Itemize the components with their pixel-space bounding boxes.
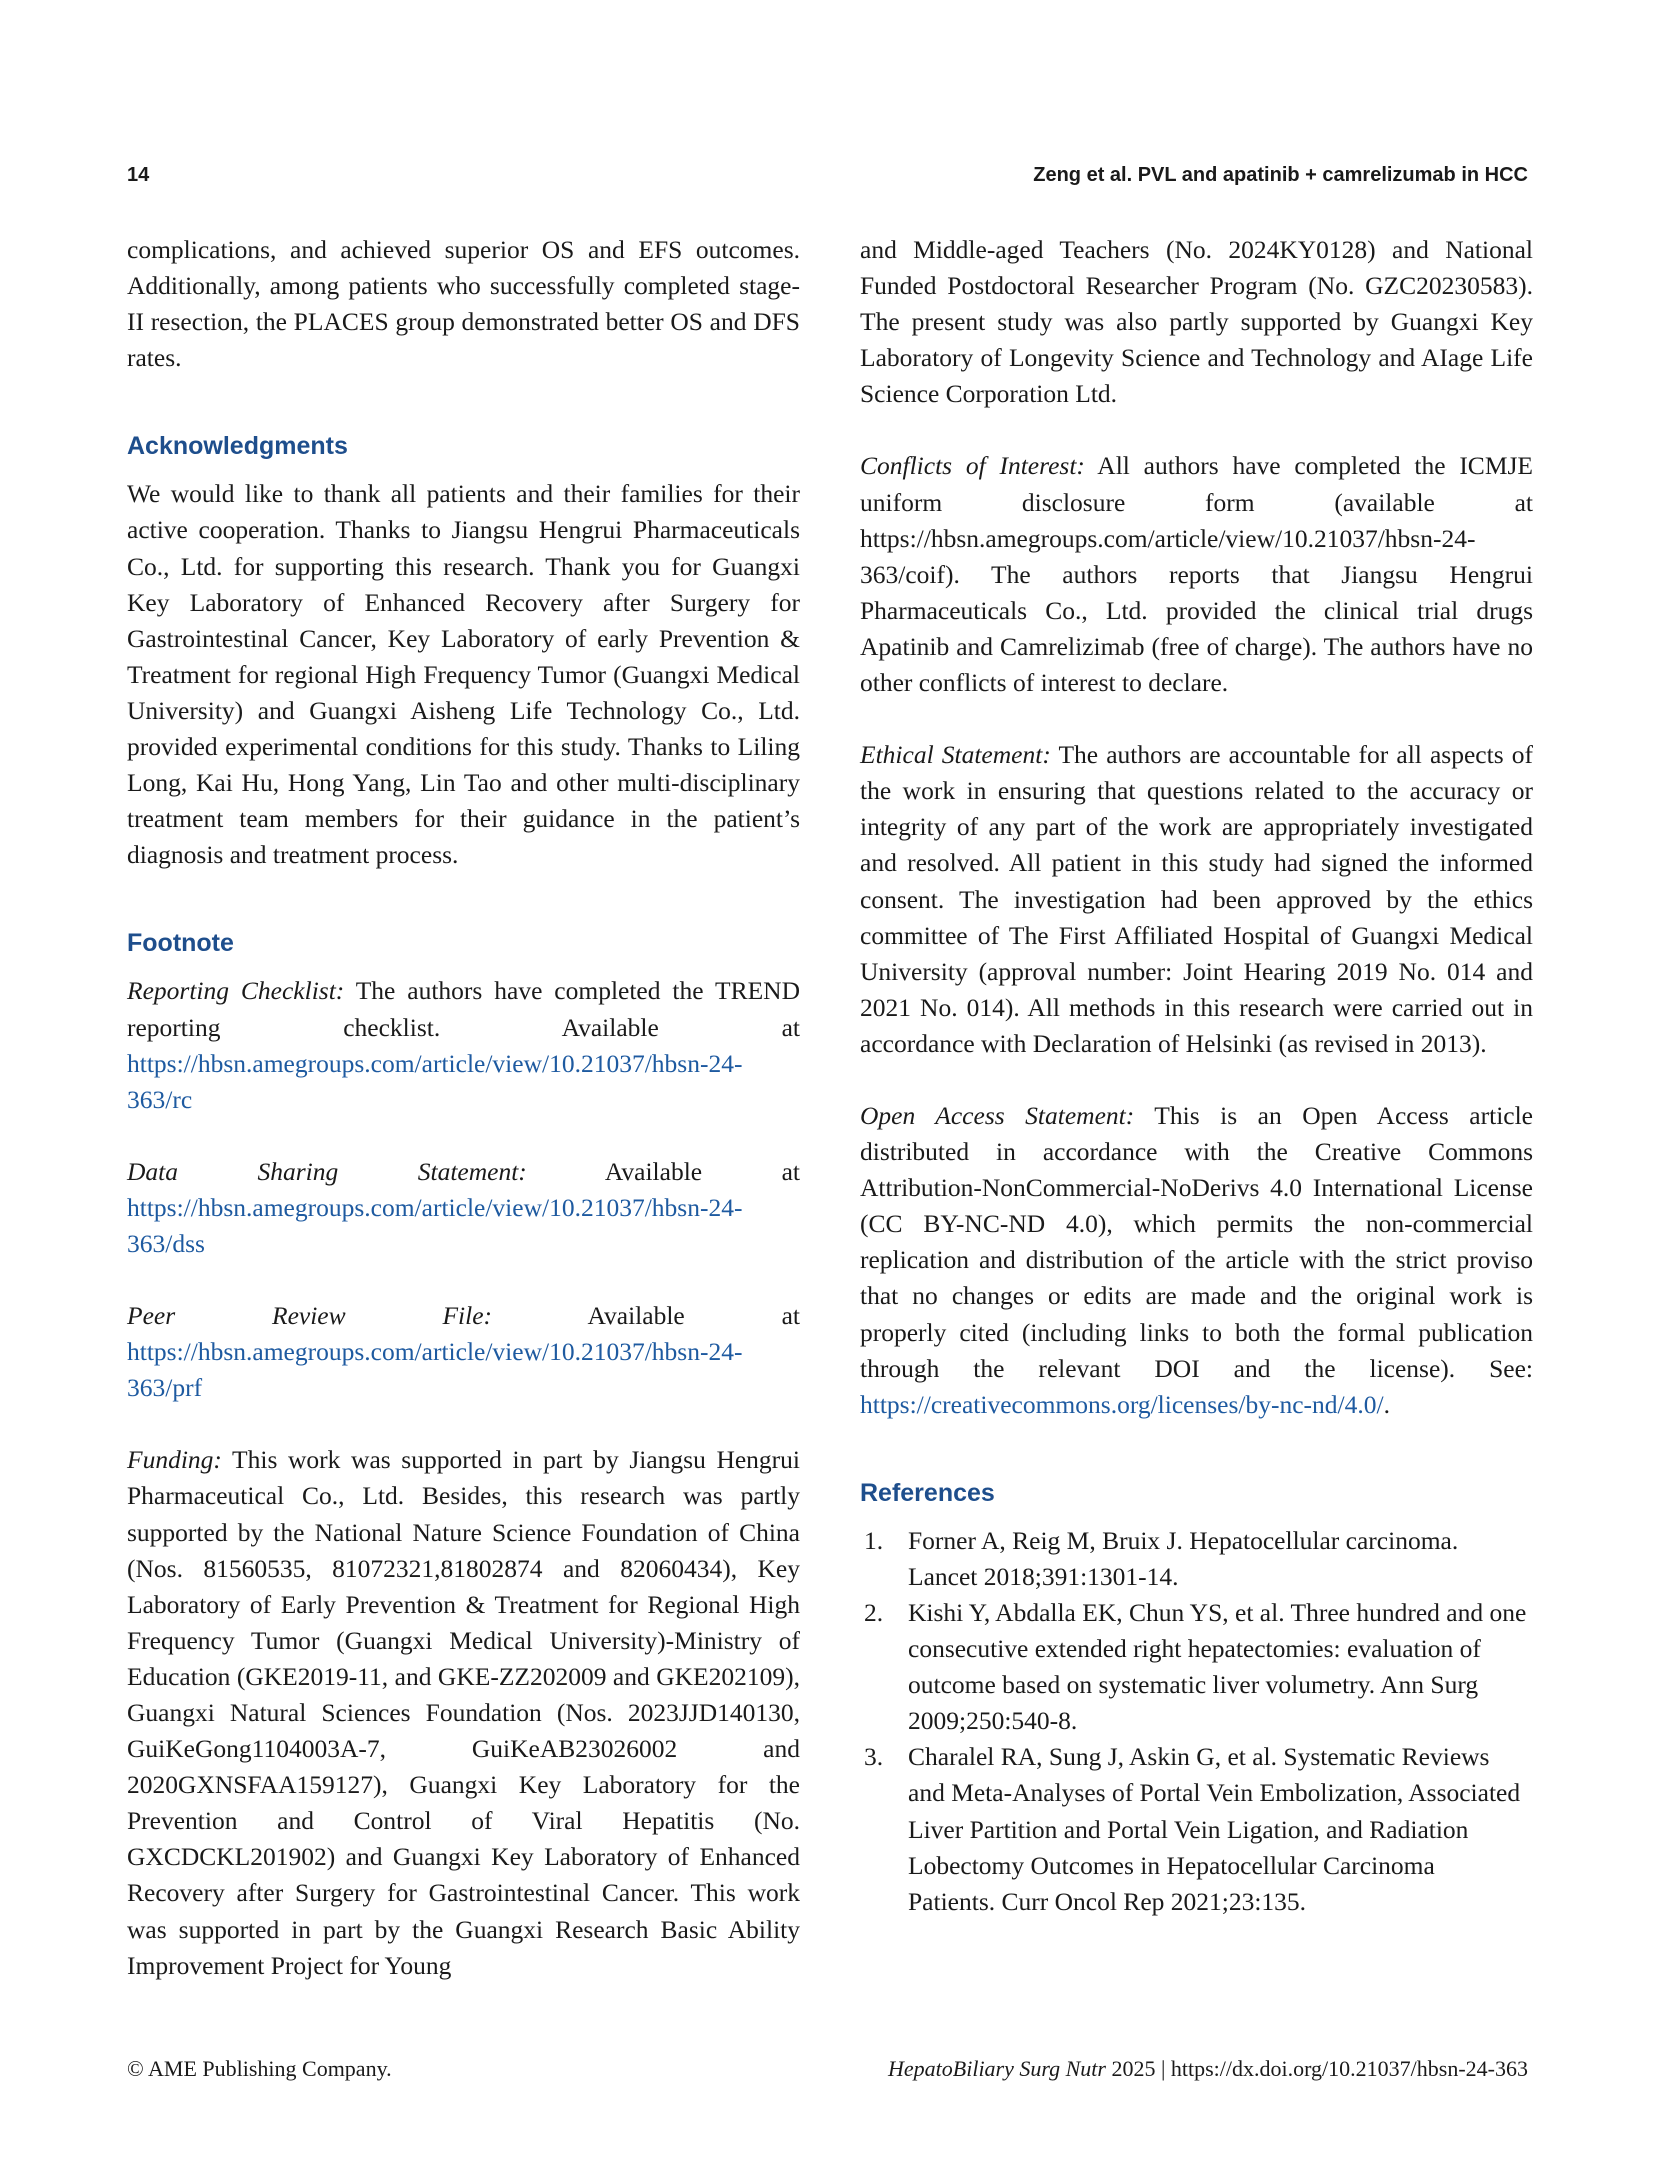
reference-text: Forner A, Reig M, Bruix J. Hepatocellular carcinoma. Lancet 2018;391:1301-14. [908, 1525, 1459, 1591]
reference-number: 3. [864, 1742, 884, 1772]
reference-number: 2. [864, 1598, 884, 1627]
peer-review-link[interactable]: https://hbsn.amegroups.com/article/view/10.21037/hbsn-24-363/prf [127, 1337, 743, 1403]
citation-doi: 2025 | https://dx.doi.org/10.21037/hbsn-24-363 [1105, 2056, 1528, 2081]
footnote-heading: Footnote [127, 929, 234, 958]
conflicts-of-interest [860, 448, 1533, 701]
ethical-text: The authors are accountable for all aspects of the work in ensuring that questions related to the accuracy or integrity of any part of the work are appropriately investigated and resolved. All patient in this study had signed the informed consent. The investigation had been approved by the ethics committee of The First Affiliated Hospital of Guangxi Medical University (approval number: Joint Hearing 2019 No. 014 and 2021 No. 014). All methods in this research were carried out in accordance with Declaration of Helsinki (as revised in 2013). [860, 740, 1533, 1058]
peer-review-label: Peer Review File: [127, 1301, 493, 1331]
open-access-statement [860, 1098, 1533, 1423]
reporting-checklist-label: Reporting Checklist: [127, 976, 345, 1006]
references-heading: References [860, 1478, 995, 1507]
journal-name: HepatoBiliary Surg Nutr [888, 2056, 1106, 2081]
funding-statement [127, 1442, 800, 1983]
reporting-checklist-link[interactable]: https://hbsn.amegroups.com/article/view/10.21037/hbsn-24-363/rc [127, 1048, 743, 1114]
reference-item [860, 1595, 1533, 1739]
ethical-label: Ethical Statement: [860, 740, 1051, 770]
reference-number: 1. [864, 1525, 884, 1555]
funding-continued: and Middle-aged Teachers (No. 2024KY0128) and National Funded Postdoctoral Researcher Program (No. GZC20230583). The present study was also partly supported by Guangxi Key Laboratory of Longevity Science and Technology and AIage Life Science Corporation Ltd. [860, 235, 1533, 409]
acknowledgments-text: We would like to thank all patients and their families for their active cooperation. Thanks to Jiangsu Hengrui Pharmaceuticals Co., Ltd. for supporting this research. Thank you for Guangxi Key Laboratory of Enhanced Recovery after Surgery for Gastrointestinal Cancer, Key Laboratory of early Prevention & Treatment for regional High Frequency Tumor (Guangxi Medical University) and Guangxi Aisheng Life Technology Co., Ltd. provided experimental conditions for this study. Thanks to Liling Long, Kai Hu, Hong Yang, Lin Tao and other multi-disciplinary treatment team members for their guidance in the patient’s diagnosis and treatment process. [127, 479, 800, 870]
open-access-end: . [1383, 1389, 1390, 1419]
reference-text: Kishi Y, Abdalla EK, Chun YS, et al. Three hundred and one consecutive extended right hepatectomies: evaluation of outcome based on systematic liver volumetry. Ann Surg 2009;250:540-8. [908, 1598, 1527, 1736]
peer-review-text: Available at [492, 1301, 800, 1331]
reporting-checklist [127, 973, 800, 1117]
open-access-label: Open Access Statement: [860, 1100, 1135, 1130]
data-sharing-label: Data Sharing Statement: [127, 1156, 527, 1186]
running-title: Zeng et al. PVL and apatinib + camrelizumab in HCC [1033, 164, 1528, 186]
page-number: 14 [127, 164, 150, 186]
funding-label: Funding: [127, 1445, 222, 1475]
data-sharing-text: Available at [526, 1156, 801, 1186]
reference-text: Charalel RA, Sung J, Askin G, et al. Systematic Reviews and Meta-Analyses of Portal Vein Embolization, Associated Liver Partition and Portal Vein Ligation, and Radiation Lobectomy Outcomes in Hepatocellular Carcinoma Patients. Curr Oncol Rep 2021;23:135. [908, 1742, 1521, 1916]
left-column [127, 232, 800, 1984]
data-sharing-statement [127, 1154, 800, 1262]
reference-list [860, 1523, 1533, 1920]
intro-paragraph: complications, and achieved superior OS and EFS outcomes. Additionally, among patients who successfully completed stage-II resection, the PLACES group demonstrated better OS and DFS rates. [127, 235, 800, 373]
conflicts-label: Conflicts of Interest: [860, 451, 1085, 481]
reporting-checklist-text: The authors have completed the TREND reporting checklist. Available at [127, 976, 800, 1042]
ethical-statement [860, 737, 1533, 1062]
reference-item [860, 1523, 1533, 1595]
right-column [860, 232, 1533, 1920]
acknowledgments-heading: Acknowledgments [127, 432, 348, 461]
copyright: © AME Publishing Company. [127, 2056, 392, 2081]
page-header [127, 164, 1528, 194]
peer-review-file [127, 1298, 800, 1406]
journal-citation [888, 2056, 1528, 2082]
conflicts-text: All authors have completed the ICMJE uniform disclosure form (available at https://hbsn.amegroups.com/article/view/10.21037/hbsn-24-363/coif). The authors reports that Jiangsu Hengrui Pharmaceuticals Co., Ltd. provided the clinical trial drugs Apatinib and Camrelizimab (free of charge). The authors have no other conflicts of interest to declare. [860, 451, 1533, 698]
reference-item [860, 1739, 1533, 1919]
license-link[interactable]: https://creativecommons.org/licenses/by-nc-nd/4.0/ [860, 1389, 1384, 1419]
data-sharing-link[interactable]: https://hbsn.amegroups.com/article/view/10.21037/hbsn-24-363/dss [127, 1192, 743, 1258]
funding-text: This work was supported in part by Jiangsu Hengrui Pharmaceutical Co., Ltd. Besides, this research was partly supported by the National Nature Science Foundation of China (Nos. 81560535, 81072321,81802874 and 82060434), Key Laboratory of Early Prevention & Treatment for Regional High Frequency Tumor (Guangxi Medical University)-Ministry of Education (GKE2019-11, and GKE-ZZ202009 and GKE202109), Guangxi Natural Sciences Foundation (Nos. 2023JJD140130, GuiKeGong1104003A-7, GuiKeAB23026002 and 2020GXNSFAA159127), Guangxi Key Laboratory for the Prevention and Control of Viral Hepatitis (No. GXCDCKL201902) and Guangxi Key Laboratory of Enhanced Recovery after Surgery for Gastrointestinal Cancer. This work was supported in part by the Guangxi Research Basic Ability Improvement Project for Young [127, 1445, 800, 1980]
open-access-text: This is an Open Access article distributed in accordance with the Creative Commons Attribution-NonCommercial-NoDerivs 4.0 International License (CC BY-NC-ND 4.0), which permits the non-commercial replication and distribution of the article with the strict proviso that no changes or edits are made and the original work is properly cited (including links to both the formal publication through the relevant DOI and the license). See: [860, 1100, 1533, 1383]
page-footer [127, 2056, 1528, 2086]
